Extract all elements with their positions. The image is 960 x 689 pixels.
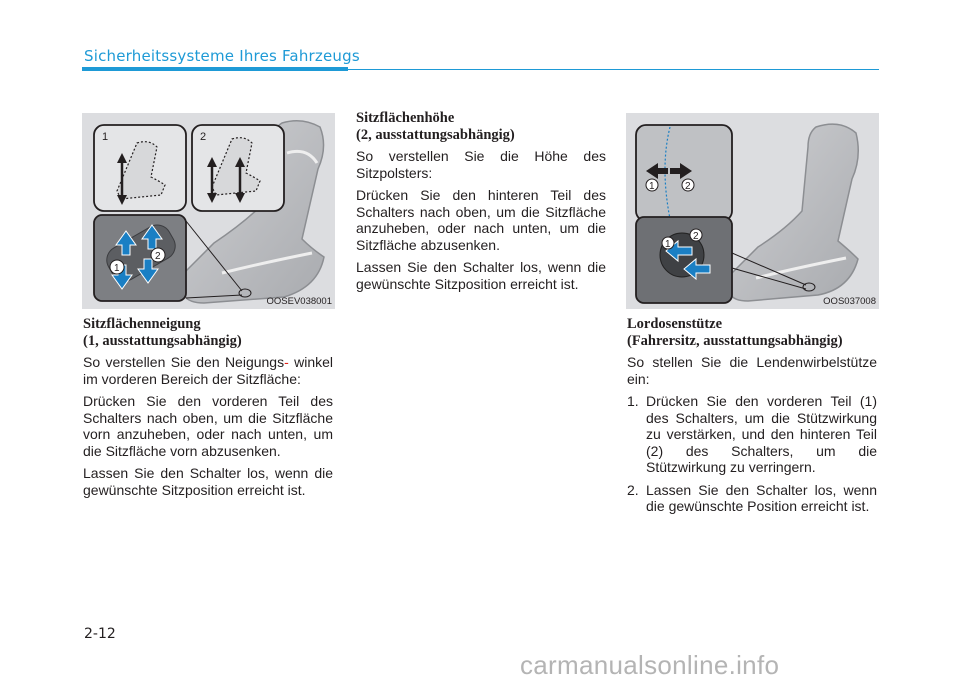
- heading-line-1: Sitzflächenhöhe: [356, 110, 455, 126]
- callout-1: 1: [649, 181, 655, 192]
- paragraph-text: winkel im vorderen Bereich der Sitzfläche:: [83, 354, 333, 387]
- heading-line-2: (1, ausstattungsabhängig): [83, 333, 242, 349]
- callout-2: 2: [200, 131, 207, 143]
- list-number: 2.: [627, 481, 639, 498]
- paragraph-intro: So stellen Sie die Lendenwirbelstütze ein:: [627, 354, 877, 387]
- heading-line-1: Sitzflächenneigung: [83, 316, 201, 332]
- paragraph-intro: So verstellen Sie die Höhe des Sitzpolsters:: [356, 148, 606, 181]
- figure-code: OOS037008: [823, 296, 876, 307]
- section-heading: [356, 110, 606, 144]
- watermark: carmanualsonline.info: [520, 650, 780, 680]
- section-lumbar-support: [627, 316, 877, 521]
- lumbar-illustration: [626, 113, 879, 309]
- section-heading: [627, 316, 877, 350]
- figure-code: OOSEV038001: [266, 296, 332, 307]
- seat-illustration: [82, 113, 335, 309]
- section-seat-height: [356, 110, 606, 298]
- callout-1b: 1: [114, 263, 120, 274]
- callout-1b: 1: [665, 239, 671, 250]
- section-title: Sicherheitssysteme Ihres Fahrzeugs: [84, 47, 360, 65]
- list-item: [627, 482, 877, 515]
- heading-line-1: Lordosenstütze: [627, 316, 723, 332]
- paragraph-release: Lassen Sie den Schalter los, wenn die gewünschte Sitzposition erreicht ist.: [83, 465, 333, 498]
- lumbar-support-figure: [626, 113, 879, 309]
- hyphen-mark: -: [284, 354, 289, 370]
- paragraph-release: Lassen Sie den Schalter los, wenn die gewünschte Sitzposition erreicht ist.: [356, 259, 606, 292]
- paragraph-intro: [83, 354, 333, 387]
- header-rule-thick: [82, 67, 348, 71]
- list-text: Lassen Sie den Schalter los, wenn die gewünschte Position erreicht ist.: [646, 481, 877, 514]
- header-rule-thin: [348, 69, 879, 70]
- list-text: Drücken Sie den vorderen Teil (1) des Schalters, um die Stützwirkung zu verstärken, und den hinteren Teil (2) des Schalters, um die Stützwirkung zu verringern.: [646, 393, 877, 475]
- page-number: 2-12: [84, 626, 116, 642]
- list-item: [627, 393, 877, 476]
- paragraph-text: So verstellen Sie den Neigungs: [83, 354, 285, 370]
- paragraph-instruction: Drücken Sie den vorderen Teil des Schalters nach oben, um die Sitzfläche vorn anzuheben, oder nach unten, um die Sitzfläche vorn abzusenken.: [83, 393, 333, 459]
- seat-switch-figure: [82, 113, 335, 309]
- heading-line-2: (Fahrersitz, ausstattungsabhängig): [627, 333, 843, 349]
- section-heading: [83, 316, 333, 350]
- callout-2b: 2: [155, 251, 161, 262]
- paragraph-instruction: Drücken Sie den hinteren Teil des Schalters nach oben, um die Sitzfläche anzuheben, oder nach unten, um die Sitzfläche abzusenken.: [356, 187, 606, 253]
- list-number: 1.: [627, 393, 639, 409]
- callout-1: 1: [102, 131, 109, 143]
- section-seat-tilt: [83, 316, 333, 504]
- callout-2: 2: [685, 181, 691, 192]
- heading-line-2: (2, ausstattungsabhängig): [356, 127, 515, 143]
- callout-2b: 2: [693, 231, 699, 242]
